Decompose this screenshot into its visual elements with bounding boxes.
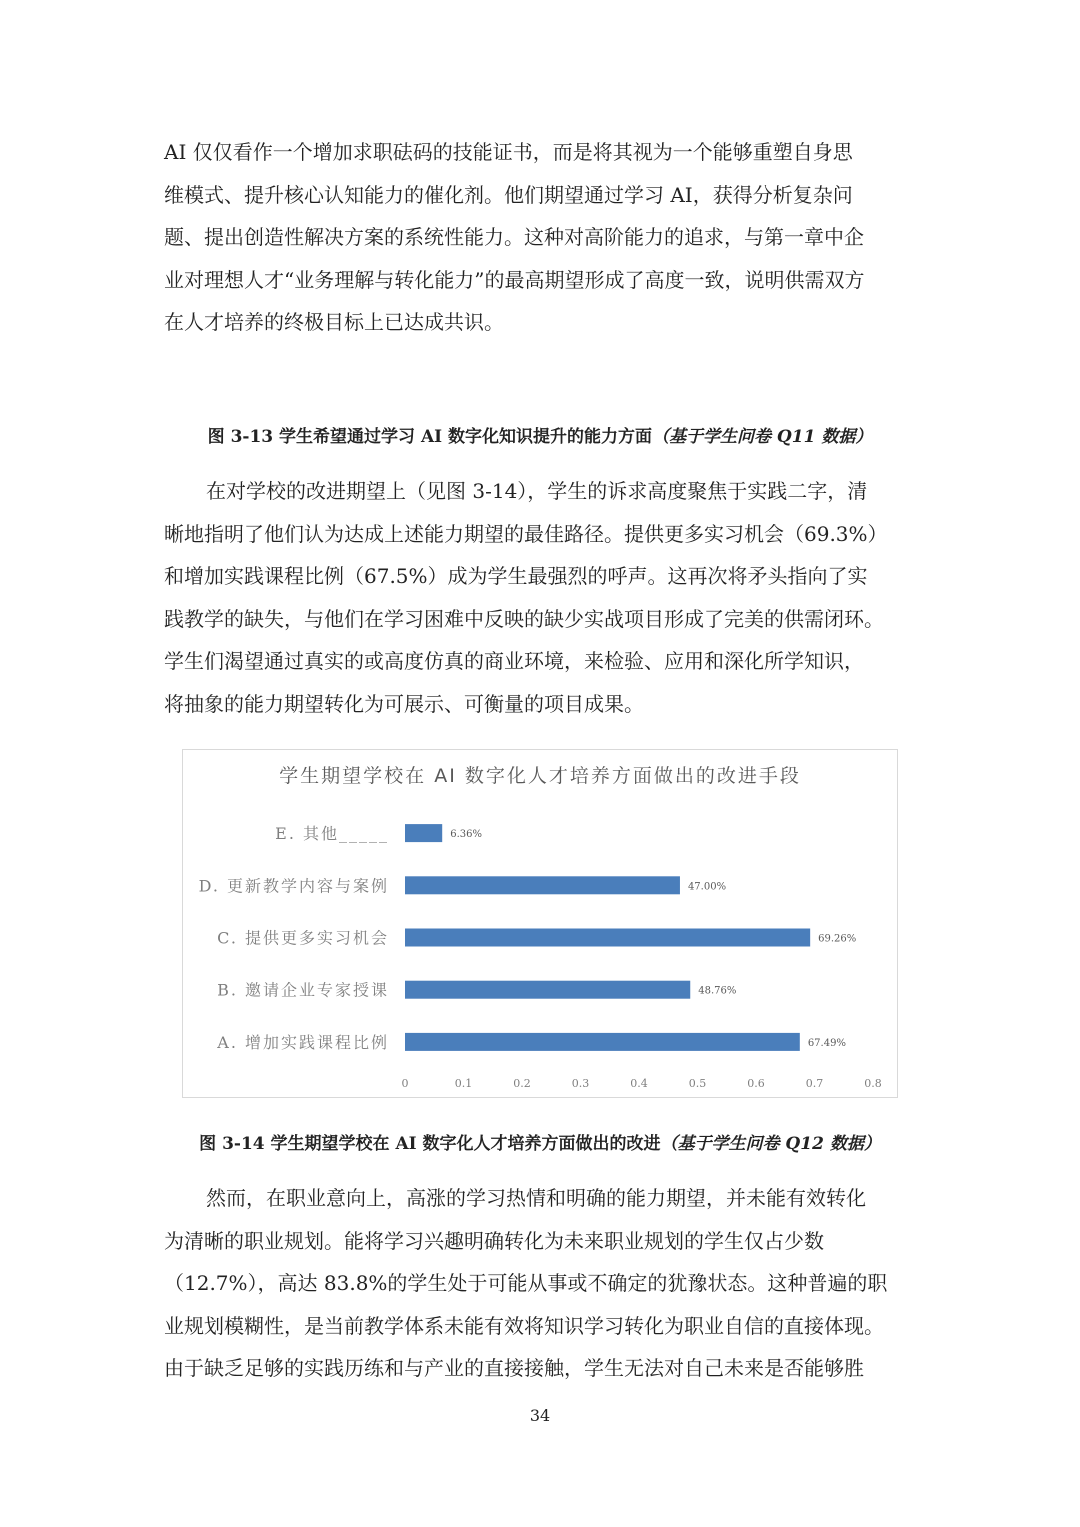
- data-label: 67.49%: [807, 1037, 846, 1049]
- caption-note: （基于学生问卷 Q11 数据）: [652, 427, 873, 447]
- text-line: 在人才培养的终极目标上已达成共识。: [164, 310, 504, 334]
- text-line: 题、提出创造性解决方案的系统性能力。这种对高阶能力的追求，与第一章中企: [164, 225, 864, 249]
- x-tick-label: 0: [401, 1077, 409, 1090]
- x-tick-label: 0.1: [454, 1077, 473, 1090]
- category-label: E. 其他_____: [275, 824, 389, 844]
- text-line: 和增加实践课程比例（67.5%）成为学生最强烈的呼声。这再次将矛头指向了实: [164, 564, 868, 588]
- text-line: AI 仅仅看作一个增加求职砝码的技能证书，而是将其视为一个能够重塑自身思: [164, 140, 853, 164]
- data-label: 47.00%: [687, 881, 727, 893]
- bar: [405, 1033, 800, 1051]
- category-label: C. 提供更多实习机会: [217, 928, 389, 948]
- text-line: 业对理想人才“业务理解与转化能力”的最高期望形成了高度一致，说明供需双方: [164, 267, 865, 292]
- category-label: A. 增加实践课程比例: [217, 1032, 389, 1052]
- paragraph-top: [164, 131, 924, 344]
- bar: [405, 981, 690, 999]
- text-line: 在对学校的改进期望上（见图 3-14），学生的诉求高度聚焦于实践二字，清: [206, 479, 868, 503]
- x-tick-label: 0.6: [747, 1077, 765, 1090]
- text-line: 维模式、提升核心认知能力的催化剂。他们期望通过学习 AI，获得分析复杂问: [164, 182, 853, 207]
- category-label: D. 更新教学内容与案例: [198, 876, 389, 896]
- caption-main: 图 3-13 学生希望通过学习 AI 数字化知识提升的能力方面: [207, 427, 653, 447]
- text-line: 践教学的缺失，与他们在学习困难中反映的缺少实战项目形成了完美的供需闭环。: [164, 606, 884, 631]
- paragraph-bottom: [164, 1177, 924, 1390]
- bar-chart: [182, 749, 898, 1098]
- bar: [405, 876, 680, 894]
- bar: [405, 824, 442, 842]
- text-line: 晰地指明了他们认为达成上述能力期望的最佳路径。提供更多实习机会（69.3%）: [164, 521, 888, 546]
- x-tick-label: 0.2: [513, 1077, 531, 1090]
- chart-title: 学生期望学校在 AI 数字化人才培养方面做出的改进手段: [279, 765, 801, 787]
- caption-note: （基于学生问卷 Q12 数据）: [660, 1134, 881, 1154]
- text-line: （12.7%），高达 83.8%的学生处于可能从事或不确定的犹豫状态。这种普遍的职: [164, 1271, 888, 1295]
- data-label: 6.36%: [450, 829, 482, 841]
- text-line: 由于缺乏足够的实践历练和与产业的直接接触，学生无法对自己未来是否能够胜: [164, 1356, 864, 1380]
- text-line: 业规划模糊性，是当前教学体系未能有效将知识学习转化为职业自信的直接体现。: [164, 1313, 884, 1338]
- figure-caption-3-13: [0, 422, 1080, 447]
- bar: [405, 929, 810, 947]
- text-line: 将抽象的能力期望转化为可展示、可衡量的项目成果。: [164, 691, 644, 716]
- paragraph-middle: [164, 470, 924, 725]
- text-line: 为清晰的职业规划。能将学习兴趣明确转化为未来职业规划的学生仅占少数: [164, 1228, 824, 1253]
- x-tick-label: 0.4: [630, 1077, 648, 1090]
- caption-main: 图 3-14 学生期望学校在 AI 数字化人才培养方面做出的改进: [199, 1134, 661, 1154]
- category-label: B. 邀请企业专家授课: [217, 980, 389, 1000]
- x-tick-label: 0.5: [688, 1077, 707, 1090]
- x-tick-label: 0.8: [864, 1077, 882, 1090]
- data-label: 48.76%: [698, 985, 737, 997]
- text-line: 学生们渴望通过真实的或高度仿真的商业环境，来检验、应用和深化所学知识，: [164, 649, 864, 673]
- chart-canvas: [183, 750, 897, 1097]
- x-tick-label: 0.7: [805, 1077, 824, 1090]
- figure-caption-3-14: [0, 1129, 1080, 1154]
- text-line: 然而，在职业意向上，高涨的学习热情和明确的能力期望，并未能有效转化: [206, 1186, 866, 1210]
- data-label: 69.26%: [818, 933, 857, 945]
- page-number: 34: [529, 1406, 551, 1425]
- x-tick-label: 0.3: [571, 1077, 590, 1090]
